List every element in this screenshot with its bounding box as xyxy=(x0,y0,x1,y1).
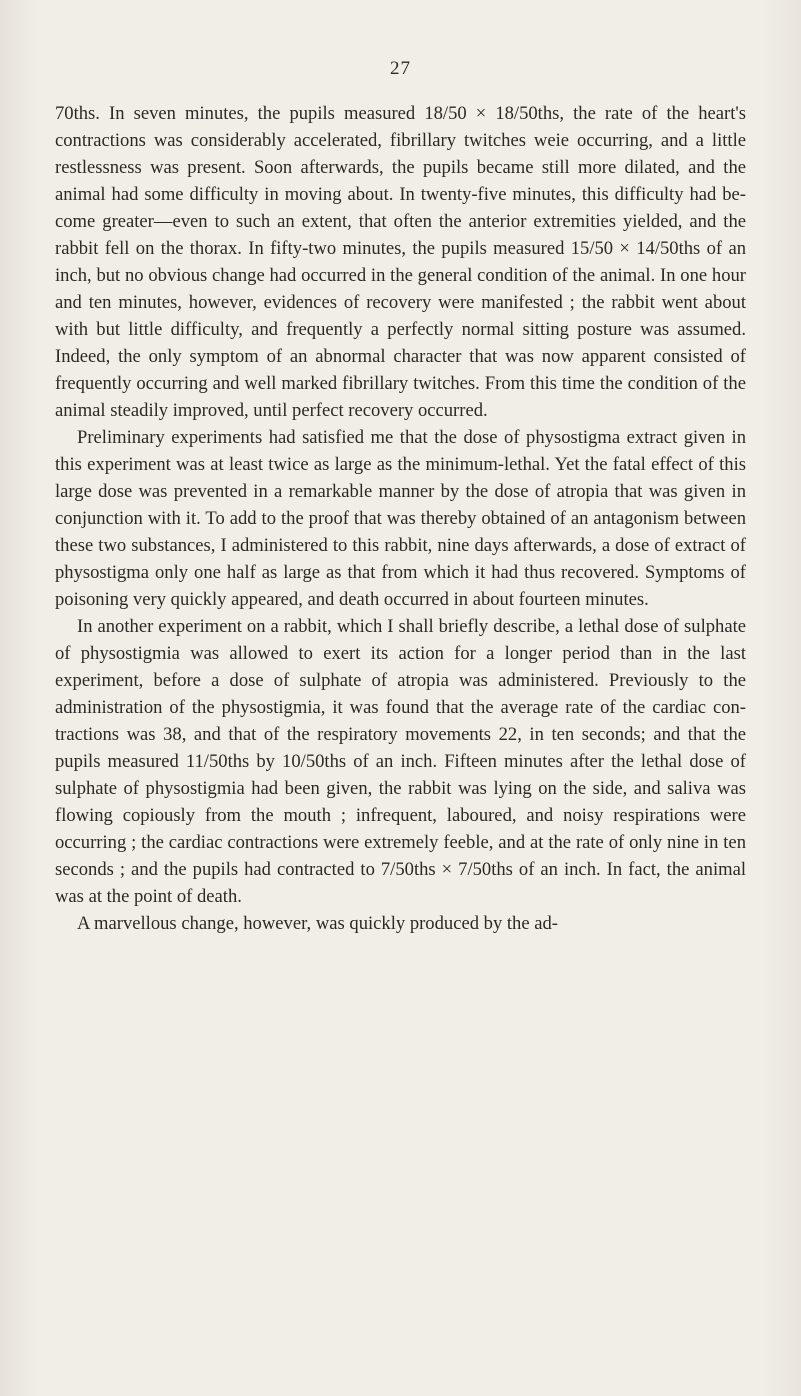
page-number: 27 xyxy=(390,58,411,79)
paragraph-1: 70ths. In seven minutes, the pupils measured 18/50 × 18/50ths, the rate of the heart's contractions was considerably accelerated, fibrillary twitches weie occurring, and a little restlessness was present. Soon afterwards, the pupils became still more dilated, and the animal had some difficulty in moving about. In twenty-five minutes, this difficulty had become greater—even to such an extent, that often the anterior extremities yielded, and the rabbit fell on the thorax. In fifty-two minutes, the pupils measured 15/50 × 14/50ths of an inch, but no obvious change had occurred in the general condition of the animal. In one hour and ten minutes, however, evidences of recovery were manifested ; the rabbit went about with but little difficulty, and frequently a perfectly normal sitting posture was assumed. Indeed, the only symptom of an abnormal character that was now apparent consisted of frequently occurring and well marked fibrillary twitches. From this time the condition of the animal steadily improved, until perfect recovery occurred. xyxy=(55,103,746,421)
paragraph-3: In another experiment on a rabbit, which I shall briefly describe, a lethal dose of sulphate of physostigmia was allowed to exert its action for a longer period than in the last experiment, before a dose of sulphate of atropia was administered. Previously to the administration of the physostigmia, it was found that the average rate of the cardiac contractions was 38, and that of the respiratory movements 22, in ten seconds; and that the pupils measured 11/50ths by 10/50ths of an inch. Fifteen minutes after the lethal dose of sulphate of physostigmia had been given, the rabbit was lying on the side, and saliva was flowing copiously from the mouth ; infrequent, laboured, and noisy respirations were occurring ; the cardiac contractions were extremely feeble, and at the rate of only nine in ten seconds ; and the pupils had contracted to 7/50ths × 7/50ths of an inch. In fact, the animal was at the point of death. xyxy=(55,616,746,907)
paragraph-4: A marvellous change, however, was quickly produced by the ad- xyxy=(77,913,558,934)
body-text xyxy=(55,100,746,937)
paragraph-2: Preliminary experiments had satisfied me that the dose of physostigma extract given in this experiment was at least twice as large as the minimum-lethal. Yet the fatal effect of this large dose was prevented in a remarkable manner by the dose of atropia that was given in conjunction with it. To add to the proof that was thereby obtained of an antagonism between these two substances, I administered to this rabbit, nine days afterwards, a dose of extract of physostigma only one half as large as that from which it had thus recovered. Symptoms of poisoning very quickly appeared, and death occurred in about fourteen minutes. xyxy=(55,427,746,610)
